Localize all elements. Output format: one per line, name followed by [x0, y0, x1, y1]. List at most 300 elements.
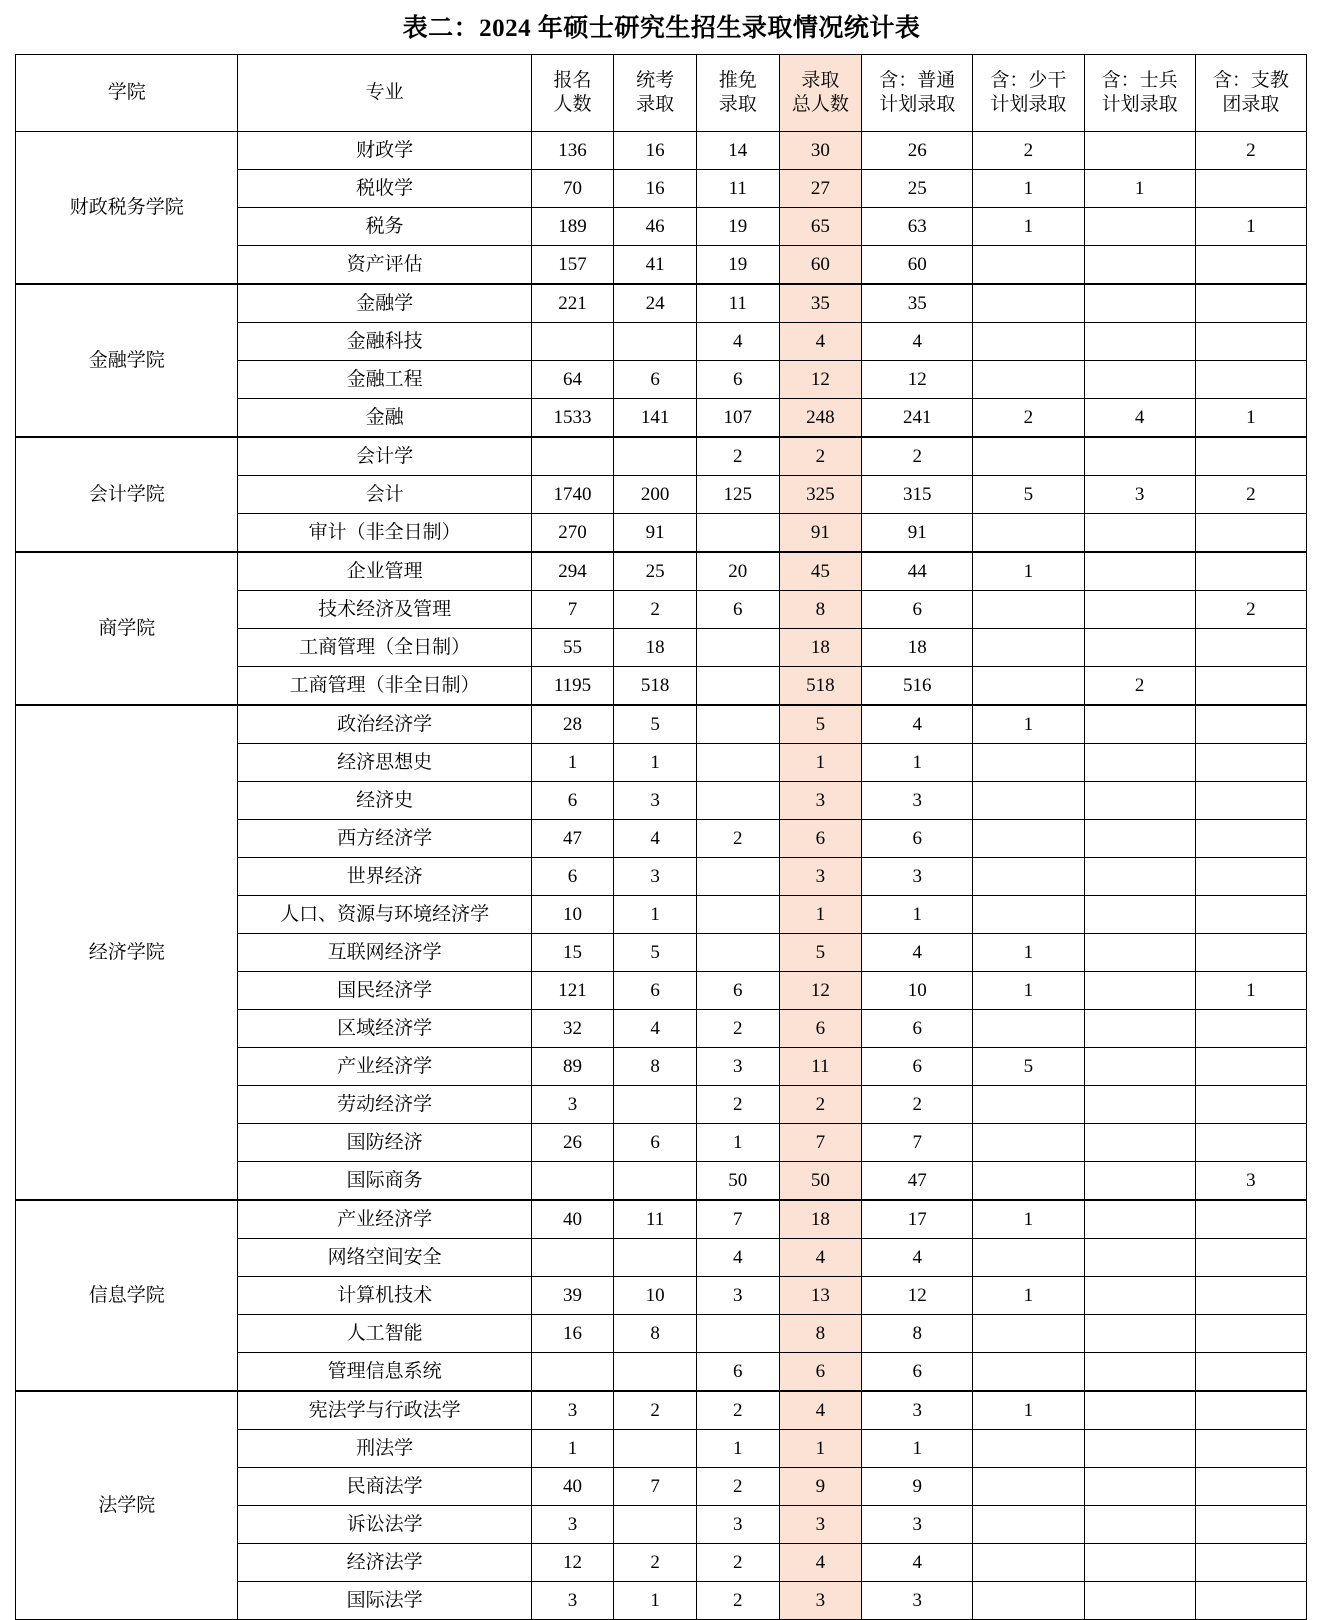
- cell-unified-exam-admitted: 518: [614, 667, 697, 706]
- table-header: [16, 55, 1307, 132]
- cell-applicants: 26: [531, 1124, 614, 1162]
- cell-teaching-corps: [1195, 1200, 1306, 1239]
- cell-teaching-corps: [1195, 1239, 1306, 1277]
- cell-applicants: [531, 1239, 614, 1277]
- cell-applicants: 3: [531, 1391, 614, 1430]
- cell-recommended-admitted: 2: [696, 1468, 779, 1506]
- cell-general-plan: 18: [862, 629, 973, 667]
- cell-major: 工商管理（非全日制）: [238, 667, 531, 706]
- cell-general-plan: 3: [862, 1582, 973, 1620]
- cell-major: 金融: [238, 399, 531, 438]
- cell-soldier-plan: [1084, 934, 1195, 972]
- cell-recommended-admitted: 2: [696, 1391, 779, 1430]
- cell-major: 经济法学: [238, 1544, 531, 1582]
- cell-soldier-plan: [1084, 1048, 1195, 1086]
- cell-teaching-corps: [1195, 1582, 1306, 1620]
- cell-minority-plan: [973, 591, 1084, 629]
- cell-minority-plan: 1: [973, 705, 1084, 744]
- cell-major: 经济史: [238, 782, 531, 820]
- cell-recommended-admitted: 3: [696, 1506, 779, 1544]
- column-header-soldier-plan: [1084, 55, 1195, 132]
- cell-teaching-corps: [1195, 820, 1306, 858]
- cell-total-admitted: 91: [779, 514, 862, 553]
- cell-unified-exam-admitted: 6: [614, 1124, 697, 1162]
- header-line: 含：士兵: [1101, 70, 1178, 92]
- cell-major: 民商法学: [238, 1468, 531, 1506]
- cell-unified-exam-admitted: [614, 1506, 697, 1544]
- cell-total-admitted: 12: [779, 972, 862, 1010]
- cell-general-plan: 8: [862, 1315, 973, 1353]
- cell-general-plan: 6: [862, 1048, 973, 1086]
- cell-general-plan: 35: [862, 284, 973, 323]
- cell-total-admitted: 3: [779, 858, 862, 896]
- cell-recommended-admitted: 6: [696, 972, 779, 1010]
- cell-applicants: 32: [531, 1010, 614, 1048]
- cell-soldier-plan: [1084, 782, 1195, 820]
- cell-major: 区域经济学: [238, 1010, 531, 1048]
- cell-unified-exam-admitted: 16: [614, 132, 697, 170]
- cell-unified-exam-admitted: 3: [614, 782, 697, 820]
- cell-minority-plan: 1: [973, 1277, 1084, 1315]
- cell-unified-exam-admitted: 200: [614, 476, 697, 514]
- cell-teaching-corps: [1195, 1430, 1306, 1468]
- cell-unified-exam-admitted: 3: [614, 858, 697, 896]
- cell-total-admitted: 65: [779, 208, 862, 246]
- cell-unified-exam-admitted: 6: [614, 361, 697, 399]
- cell-minority-plan: 1: [973, 972, 1084, 1010]
- cell-recommended-admitted: 2: [696, 820, 779, 858]
- cell-teaching-corps: [1195, 514, 1306, 553]
- cell-major: 世界经济: [238, 858, 531, 896]
- cell-general-plan: 9: [862, 1468, 973, 1506]
- cell-minority-plan: [973, 1544, 1084, 1582]
- cell-recommended-admitted: 2: [696, 1086, 779, 1124]
- table-row: [16, 1200, 1307, 1239]
- cell-minority-plan: 1: [973, 1200, 1084, 1239]
- cell-general-plan: 26: [862, 132, 973, 170]
- cell-soldier-plan: [1084, 820, 1195, 858]
- cell-recommended-admitted: 2: [696, 1010, 779, 1048]
- table-row: [16, 437, 1307, 476]
- page-title: 表二：2024 年硕士研究生招生录取情况统计表: [402, 15, 921, 42]
- cell-total-admitted: 518: [779, 667, 862, 706]
- cell-total-admitted: 6: [779, 1010, 862, 1048]
- column-header-general-plan: [862, 55, 973, 132]
- cell-applicants: 40: [531, 1200, 614, 1239]
- cell-major: 金融学: [238, 284, 531, 323]
- cell-minority-plan: [973, 514, 1084, 553]
- cell-general-plan: 63: [862, 208, 973, 246]
- cell-total-admitted: 4: [779, 1239, 862, 1277]
- cell-total-admitted: 4: [779, 1544, 862, 1582]
- cell-major: 审计（非全日制）: [238, 514, 531, 553]
- header-line: 计划录取: [990, 94, 1067, 115]
- cell-total-admitted: 27: [779, 170, 862, 208]
- cell-unified-exam-admitted: 11: [614, 1200, 697, 1239]
- cell-total-admitted: 1: [779, 1430, 862, 1468]
- cell-recommended-admitted: 6: [696, 361, 779, 399]
- cell-unified-exam-admitted: [614, 1239, 697, 1277]
- cell-general-plan: 6: [862, 820, 973, 858]
- cell-general-plan: 6: [862, 1353, 973, 1392]
- cell-major: 财政学: [238, 132, 531, 170]
- cell-minority-plan: [973, 1430, 1084, 1468]
- cell-total-admitted: 6: [779, 820, 862, 858]
- cell-teaching-corps: 2: [1195, 132, 1306, 170]
- cell-major: 金融工程: [238, 361, 531, 399]
- cell-recommended-admitted: 19: [696, 246, 779, 285]
- cell-recommended-admitted: 11: [696, 284, 779, 323]
- cell-applicants: 28: [531, 705, 614, 744]
- cell-soldier-plan: [1084, 1506, 1195, 1544]
- cell-recommended-admitted: 2: [696, 437, 779, 476]
- cell-applicants: 70: [531, 170, 614, 208]
- header-line: 总人数: [791, 94, 849, 115]
- cell-general-plan: 4: [862, 705, 973, 744]
- cell-total-admitted: 3: [779, 782, 862, 820]
- cell-applicants: 89: [531, 1048, 614, 1086]
- cell-soldier-plan: [1084, 1200, 1195, 1239]
- cell-major: 会计: [238, 476, 531, 514]
- cell-recommended-admitted: [696, 858, 779, 896]
- cell-total-admitted: 1: [779, 744, 862, 782]
- cell-recommended-admitted: [696, 934, 779, 972]
- cell-recommended-admitted: 2: [696, 1544, 779, 1582]
- cell-recommended-admitted: 19: [696, 208, 779, 246]
- cell-applicants: 7: [531, 591, 614, 629]
- cell-applicants: [531, 437, 614, 476]
- cell-unified-exam-admitted: [614, 323, 697, 361]
- cell-total-admitted: 4: [779, 1391, 862, 1430]
- cell-unified-exam-admitted: 1: [614, 1582, 697, 1620]
- cell-general-plan: 241: [862, 399, 973, 438]
- cell-unified-exam-admitted: 41: [614, 246, 697, 285]
- cell-soldier-plan: [1084, 896, 1195, 934]
- cell-recommended-admitted: 50: [696, 1162, 779, 1201]
- cell-total-admitted: 3: [779, 1582, 862, 1620]
- cell-total-admitted: 45: [779, 552, 862, 591]
- cell-unified-exam-admitted: 25: [614, 552, 697, 591]
- cell-applicants: 47: [531, 820, 614, 858]
- cell-teaching-corps: [1195, 552, 1306, 591]
- cell-general-plan: 1: [862, 744, 973, 782]
- header-line: 录取: [718, 94, 757, 115]
- header-line: 学院: [107, 82, 146, 104]
- cell-applicants: 10: [531, 896, 614, 934]
- cell-recommended-admitted: 3: [696, 1048, 779, 1086]
- cell-major: 人口、资源与环境经济学: [238, 896, 531, 934]
- cell-major: 产业经济学: [238, 1048, 531, 1086]
- cell-general-plan: 315: [862, 476, 973, 514]
- cell-applicants: 39: [531, 1277, 614, 1315]
- cell-major: 政治经济学: [238, 705, 531, 744]
- cell-teaching-corps: [1195, 1544, 1306, 1582]
- cell-college: 信息学院: [16, 1200, 238, 1391]
- cell-minority-plan: 1: [973, 208, 1084, 246]
- cell-soldier-plan: [1084, 972, 1195, 1010]
- cell-teaching-corps: [1195, 246, 1306, 285]
- cell-general-plan: 25: [862, 170, 973, 208]
- cell-soldier-plan: [1084, 591, 1195, 629]
- cell-recommended-admitted: 7: [696, 1200, 779, 1239]
- cell-total-admitted: 6: [779, 1353, 862, 1392]
- cell-unified-exam-admitted: [614, 437, 697, 476]
- cell-general-plan: 6: [862, 591, 973, 629]
- cell-teaching-corps: [1195, 858, 1306, 896]
- cell-general-plan: 17: [862, 1200, 973, 1239]
- cell-unified-exam-admitted: 1: [614, 744, 697, 782]
- cell-applicants: 221: [531, 284, 614, 323]
- cell-teaching-corps: 1: [1195, 972, 1306, 1010]
- header-line: 含：少干: [990, 70, 1067, 92]
- cell-teaching-corps: 1: [1195, 399, 1306, 438]
- cell-college: 经济学院: [16, 705, 238, 1200]
- cell-minority-plan: [973, 284, 1084, 323]
- cell-applicants: 1: [531, 1430, 614, 1468]
- cell-soldier-plan: [1084, 1544, 1195, 1582]
- cell-recommended-admitted: [696, 744, 779, 782]
- cell-general-plan: 3: [862, 1506, 973, 1544]
- cell-total-admitted: 2: [779, 1086, 862, 1124]
- cell-general-plan: 3: [862, 1391, 973, 1430]
- cell-major: 产业经济学: [238, 1200, 531, 1239]
- cell-general-plan: 12: [862, 361, 973, 399]
- cell-total-admitted: 18: [779, 629, 862, 667]
- cell-minority-plan: [973, 323, 1084, 361]
- cell-minority-plan: [973, 1086, 1084, 1124]
- cell-recommended-admitted: 4: [696, 1239, 779, 1277]
- cell-teaching-corps: [1195, 896, 1306, 934]
- cell-unified-exam-admitted: 16: [614, 170, 697, 208]
- cell-general-plan: 12: [862, 1277, 973, 1315]
- cell-major: 企业管理: [238, 552, 531, 591]
- cell-minority-plan: [973, 1010, 1084, 1048]
- cell-total-admitted: 2: [779, 437, 862, 476]
- cell-major: 宪法学与行政法学: [238, 1391, 531, 1430]
- cell-recommended-admitted: [696, 629, 779, 667]
- cell-total-admitted: 325: [779, 476, 862, 514]
- cell-applicants: 1195: [531, 667, 614, 706]
- cell-recommended-admitted: [696, 514, 779, 553]
- cell-applicants: 121: [531, 972, 614, 1010]
- cell-soldier-plan: [1084, 1162, 1195, 1201]
- cell-minority-plan: 1: [973, 170, 1084, 208]
- cell-unified-exam-admitted: 8: [614, 1315, 697, 1353]
- header-line: 专业: [365, 82, 404, 104]
- cell-recommended-admitted: [696, 667, 779, 706]
- cell-recommended-admitted: 2: [696, 1582, 779, 1620]
- cell-major: 资产评估: [238, 246, 531, 285]
- cell-minority-plan: [973, 1506, 1084, 1544]
- cell-applicants: 270: [531, 514, 614, 553]
- table-row: [16, 132, 1307, 170]
- cell-minority-plan: [973, 437, 1084, 476]
- cell-soldier-plan: [1084, 284, 1195, 323]
- cell-applicants: 12: [531, 1544, 614, 1582]
- cell-applicants: 15: [531, 934, 614, 972]
- cell-total-admitted: 9: [779, 1468, 862, 1506]
- cell-teaching-corps: [1195, 1277, 1306, 1315]
- cell-teaching-corps: 1: [1195, 208, 1306, 246]
- cell-major: 国防经济: [238, 1124, 531, 1162]
- cell-minority-plan: [973, 667, 1084, 706]
- cell-soldier-plan: [1084, 1239, 1195, 1277]
- cell-minority-plan: [973, 1582, 1084, 1620]
- cell-major: 技术经济及管理: [238, 591, 531, 629]
- cell-major: 国际商务: [238, 1162, 531, 1201]
- cell-college: 金融学院: [16, 284, 238, 437]
- cell-unified-exam-admitted: 5: [614, 705, 697, 744]
- header-line: 计划录取: [879, 94, 956, 115]
- header-line: 录取: [636, 94, 675, 115]
- cell-applicants: 3: [531, 1086, 614, 1124]
- cell-minority-plan: 1: [973, 934, 1084, 972]
- cell-general-plan: 4: [862, 323, 973, 361]
- cell-recommended-admitted: 6: [696, 1353, 779, 1392]
- table-row: [16, 552, 1307, 591]
- cell-major: 国民经济学: [238, 972, 531, 1010]
- cell-teaching-corps: [1195, 667, 1306, 706]
- cell-college: 商学院: [16, 552, 238, 705]
- table-body: [16, 132, 1307, 1620]
- cell-major: 网络空间安全: [238, 1239, 531, 1277]
- cell-applicants: 1533: [531, 399, 614, 438]
- cell-soldier-plan: [1084, 514, 1195, 553]
- cell-teaching-corps: [1195, 437, 1306, 476]
- header-line: 团录取: [1222, 94, 1280, 115]
- cell-minority-plan: 2: [973, 399, 1084, 438]
- header-line: 含：支教: [1212, 70, 1289, 92]
- cell-unified-exam-admitted: 141: [614, 399, 697, 438]
- table-row: [16, 284, 1307, 323]
- cell-unified-exam-admitted: 4: [614, 1010, 697, 1048]
- cell-applicants: 189: [531, 208, 614, 246]
- cell-recommended-admitted: [696, 896, 779, 934]
- cell-soldier-plan: [1084, 208, 1195, 246]
- cell-teaching-corps: [1195, 1048, 1306, 1086]
- cell-soldier-plan: 4: [1084, 399, 1195, 438]
- cell-general-plan: 91: [862, 514, 973, 553]
- cell-recommended-admitted: 125: [696, 476, 779, 514]
- cell-total-admitted: 13: [779, 1277, 862, 1315]
- cell-applicants: 1740: [531, 476, 614, 514]
- cell-minority-plan: [973, 896, 1084, 934]
- cell-soldier-plan: [1084, 1315, 1195, 1353]
- cell-applicants: 294: [531, 552, 614, 591]
- cell-teaching-corps: [1195, 323, 1306, 361]
- cell-minority-plan: [973, 361, 1084, 399]
- cell-general-plan: 516: [862, 667, 973, 706]
- cell-unified-exam-admitted: 8: [614, 1048, 697, 1086]
- cell-soldier-plan: [1084, 361, 1195, 399]
- cell-general-plan: 4: [862, 934, 973, 972]
- cell-soldier-plan: [1084, 744, 1195, 782]
- cell-total-admitted: 11: [779, 1048, 862, 1086]
- cell-minority-plan: [973, 820, 1084, 858]
- cell-college: 财政税务学院: [16, 132, 238, 285]
- cell-major: 工商管理（全日制）: [238, 629, 531, 667]
- column-header-applicants: [531, 55, 614, 132]
- cell-general-plan: 10: [862, 972, 973, 1010]
- cell-soldier-plan: [1084, 629, 1195, 667]
- cell-minority-plan: [973, 1162, 1084, 1201]
- cell-unified-exam-admitted: [614, 1162, 697, 1201]
- cell-applicants: [531, 1353, 614, 1392]
- cell-applicants: 40: [531, 1468, 614, 1506]
- cell-college: 会计学院: [16, 437, 238, 552]
- cell-major: 税务: [238, 208, 531, 246]
- table-row: [16, 1391, 1307, 1430]
- cell-applicants: 16: [531, 1315, 614, 1353]
- cell-general-plan: 3: [862, 782, 973, 820]
- cell-major: 经济思想史: [238, 744, 531, 782]
- header-line: 推免: [718, 70, 757, 92]
- cell-unified-exam-admitted: 2: [614, 1391, 697, 1430]
- cell-applicants: 6: [531, 858, 614, 896]
- cell-major: 劳动经济学: [238, 1086, 531, 1124]
- cell-minority-plan: 5: [973, 1048, 1084, 1086]
- cell-total-admitted: 4: [779, 323, 862, 361]
- cell-teaching-corps: 2: [1195, 476, 1306, 514]
- cell-soldier-plan: 3: [1084, 476, 1195, 514]
- cell-soldier-plan: [1084, 552, 1195, 591]
- cell-general-plan: 4: [862, 1544, 973, 1582]
- cell-total-admitted: 30: [779, 132, 862, 170]
- cell-teaching-corps: [1195, 705, 1306, 744]
- cell-teaching-corps: [1195, 744, 1306, 782]
- cell-total-admitted: 8: [779, 591, 862, 629]
- cell-recommended-admitted: [696, 782, 779, 820]
- cell-unified-exam-admitted: 7: [614, 1468, 697, 1506]
- cell-total-admitted: 248: [779, 399, 862, 438]
- cell-minority-plan: [973, 1353, 1084, 1392]
- cell-applicants: 3: [531, 1582, 614, 1620]
- cell-minority-plan: 2: [973, 132, 1084, 170]
- column-header-unified-exam-admitted: [614, 55, 697, 132]
- cell-major: 国际法学: [238, 1582, 531, 1620]
- cell-general-plan: 1: [862, 1430, 973, 1468]
- cell-total-admitted: 7: [779, 1124, 862, 1162]
- cell-major: 互联网经济学: [238, 934, 531, 972]
- cell-college: 法学院: [16, 1391, 238, 1620]
- cell-total-admitted: 50: [779, 1162, 862, 1201]
- cell-general-plan: 4: [862, 1239, 973, 1277]
- cell-minority-plan: [973, 858, 1084, 896]
- cell-soldier-plan: [1084, 132, 1195, 170]
- cell-unified-exam-admitted: [614, 1353, 697, 1392]
- cell-total-admitted: 5: [779, 705, 862, 744]
- admissions-statistics-table: [15, 54, 1307, 1620]
- cell-major: 金融科技: [238, 323, 531, 361]
- cell-teaching-corps: [1195, 1315, 1306, 1353]
- header-line: 统考: [636, 70, 675, 92]
- cell-total-admitted: 3: [779, 1506, 862, 1544]
- header-line: 录取: [801, 70, 840, 92]
- cell-minority-plan: 1: [973, 552, 1084, 591]
- cell-soldier-plan: [1084, 1468, 1195, 1506]
- cell-general-plan: 7: [862, 1124, 973, 1162]
- cell-major: 人工智能: [238, 1315, 531, 1353]
- cell-teaching-corps: [1195, 1468, 1306, 1506]
- cell-teaching-corps: [1195, 284, 1306, 323]
- table-header-row: [16, 55, 1307, 132]
- cell-minority-plan: [973, 1315, 1084, 1353]
- cell-major: 诉讼法学: [238, 1506, 531, 1544]
- cell-unified-exam-admitted: 2: [614, 1544, 697, 1582]
- header-line: 计划录取: [1101, 94, 1178, 115]
- cell-minority-plan: [973, 629, 1084, 667]
- cell-unified-exam-admitted: 91: [614, 514, 697, 553]
